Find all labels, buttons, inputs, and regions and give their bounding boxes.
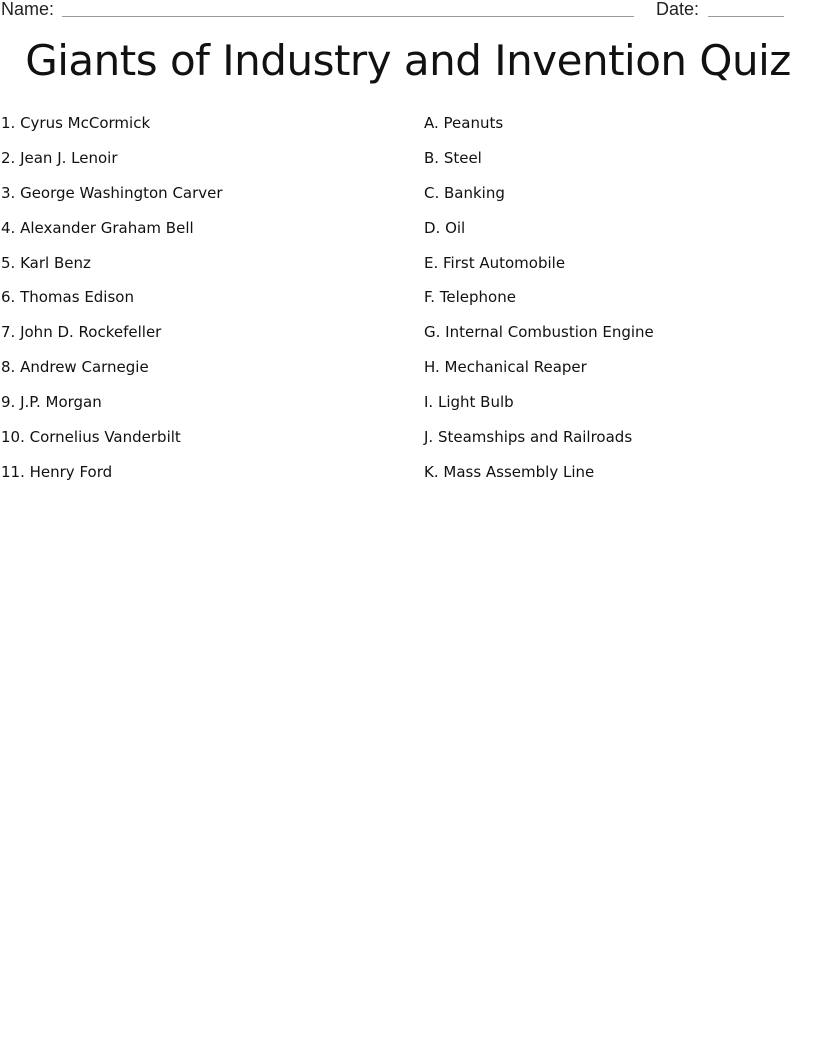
page-title: Giants of Industry and Invention Quiz: [25, 36, 791, 85]
list-item: 1. Cyrus McCormick: [1, 114, 151, 132]
list-item: 9. J.P. Morgan: [1, 393, 102, 412]
name-label: Name:: [1, 0, 55, 19]
date-blank-line: [708, 16, 784, 17]
list-item: J. Steamships and Railroads: [424, 428, 633, 447]
list-item: G. Internal Combustion Engine: [424, 323, 654, 342]
date-label: Date:: [656, 0, 700, 19]
people-list: [1, 113, 401, 497]
list-item: 3. George Washington Carver: [1, 183, 223, 202]
list-item: 7. John D. Rockefeller: [1, 323, 162, 342]
list-item: 4. Alexander Graham Bell: [1, 218, 194, 237]
list-item: D. Oil: [424, 218, 466, 237]
list-item: 11. Henry Ford: [1, 462, 113, 481]
achievements-list: [424, 113, 814, 497]
list-item: B. Steel: [424, 148, 482, 167]
list-item: 6. Thomas Edison: [1, 288, 134, 307]
list-item: 5. Karl Benz: [1, 253, 91, 272]
name-blank-line: [62, 16, 634, 17]
list-item: I. Light Bulb: [424, 393, 514, 412]
list-item: C. Banking: [424, 183, 505, 202]
list-item: K. Mass Assembly Line: [424, 462, 595, 481]
list-item: A. Peanuts: [424, 114, 504, 132]
worksheet-header: [0, 0, 816, 24]
list-item: 2. Jean J. Lenoir: [1, 148, 118, 167]
list-item: F. Telephone: [424, 288, 516, 307]
list-item: 8. Andrew Carnegie: [1, 358, 149, 377]
list-item: E. First Automobile: [424, 253, 566, 272]
list-item: 10. Cornelius Vanderbilt: [1, 428, 181, 447]
list-item: H. Mechanical Reaper: [424, 358, 587, 377]
